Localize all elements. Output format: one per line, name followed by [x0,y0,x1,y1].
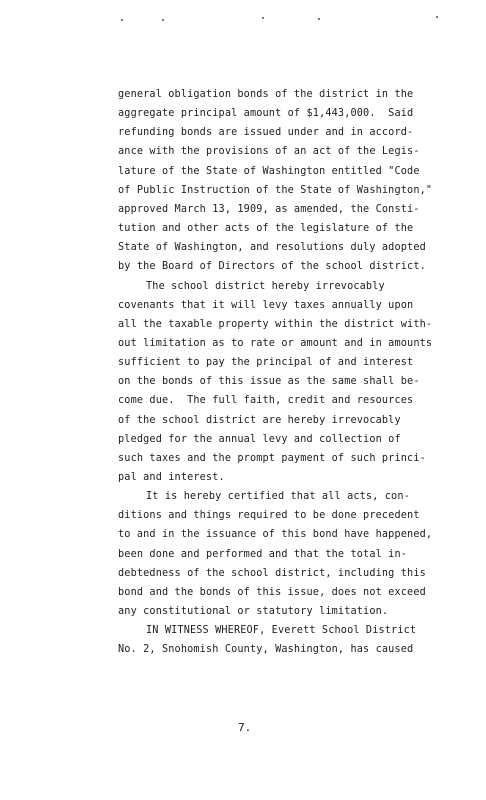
scan-speck [318,18,320,20]
text-line: tution and other acts of the legislature of the [118,223,414,235]
text-line: on the bonds of this issue as the same shall be- [118,376,420,388]
scan-speck [262,17,264,19]
text-line: It is hereby certified that all acts, con- [146,491,410,503]
text-line: ance with the provisions of an act of the Legis- [118,146,420,158]
text-line: pal and interest. [118,472,225,483]
text-line: ditions and things required to be done precedent [118,510,420,522]
text-line: IN WITNESS WHEREOF, Everett School District [146,625,417,637]
text-line: general obligation bonds of the district in the [118,89,414,100]
text-line: out limitation as to rate or amount and in amounts [118,337,433,349]
text-line: to and in the issuance of this bond have happened, [118,529,433,541]
text-line: been done and performed and that the total in- [118,548,408,560]
text-line: all the taxable property within the district with- [118,318,433,330]
scan-speck [121,19,123,21]
text-line: aggregate principal amount of $1,443,000. Said [118,108,414,120]
text-line: by the Board of Directors of the school district. [118,261,426,273]
text-line: bond and the bonds of this issue, does not exceed [118,586,426,598]
text-line: sufficient to pay the principal of and interest [118,357,414,369]
scan-speck [162,19,164,21]
text-line: The school district hereby irrevocably [146,280,385,292]
text-line: of the school district are hereby irrevocably [118,414,401,426]
text-line: come due. The full faith, credit and resources [118,395,414,407]
scan-speck [436,16,438,18]
text-line: No. 2, Snohomish County, Washington, has caused [118,644,414,656]
text-line: of Public Instruction of the State of Washington," [118,184,433,196]
text-line: covenants that it will levy taxes annually upon [118,299,414,311]
text-line: any constitutional or statutory limitation. [118,606,389,618]
text-line: refunding bonds are issued under and in accord- [118,127,414,139]
text-line: pledged for the annual levy and collection of [118,433,401,445]
text-line: such taxes and the prompt payment of such princi- [118,452,426,464]
text-line: approved March 13, 1909, as amended, the Consti- [118,203,420,215]
text-line: debtedness of the school district, including this [118,567,426,579]
text-line: lature of the State of Washington entitled "Code [118,165,420,177]
page-number: 7. [238,721,252,734]
text-line: State of Washington, and resolutions duly adopted [118,242,426,254]
